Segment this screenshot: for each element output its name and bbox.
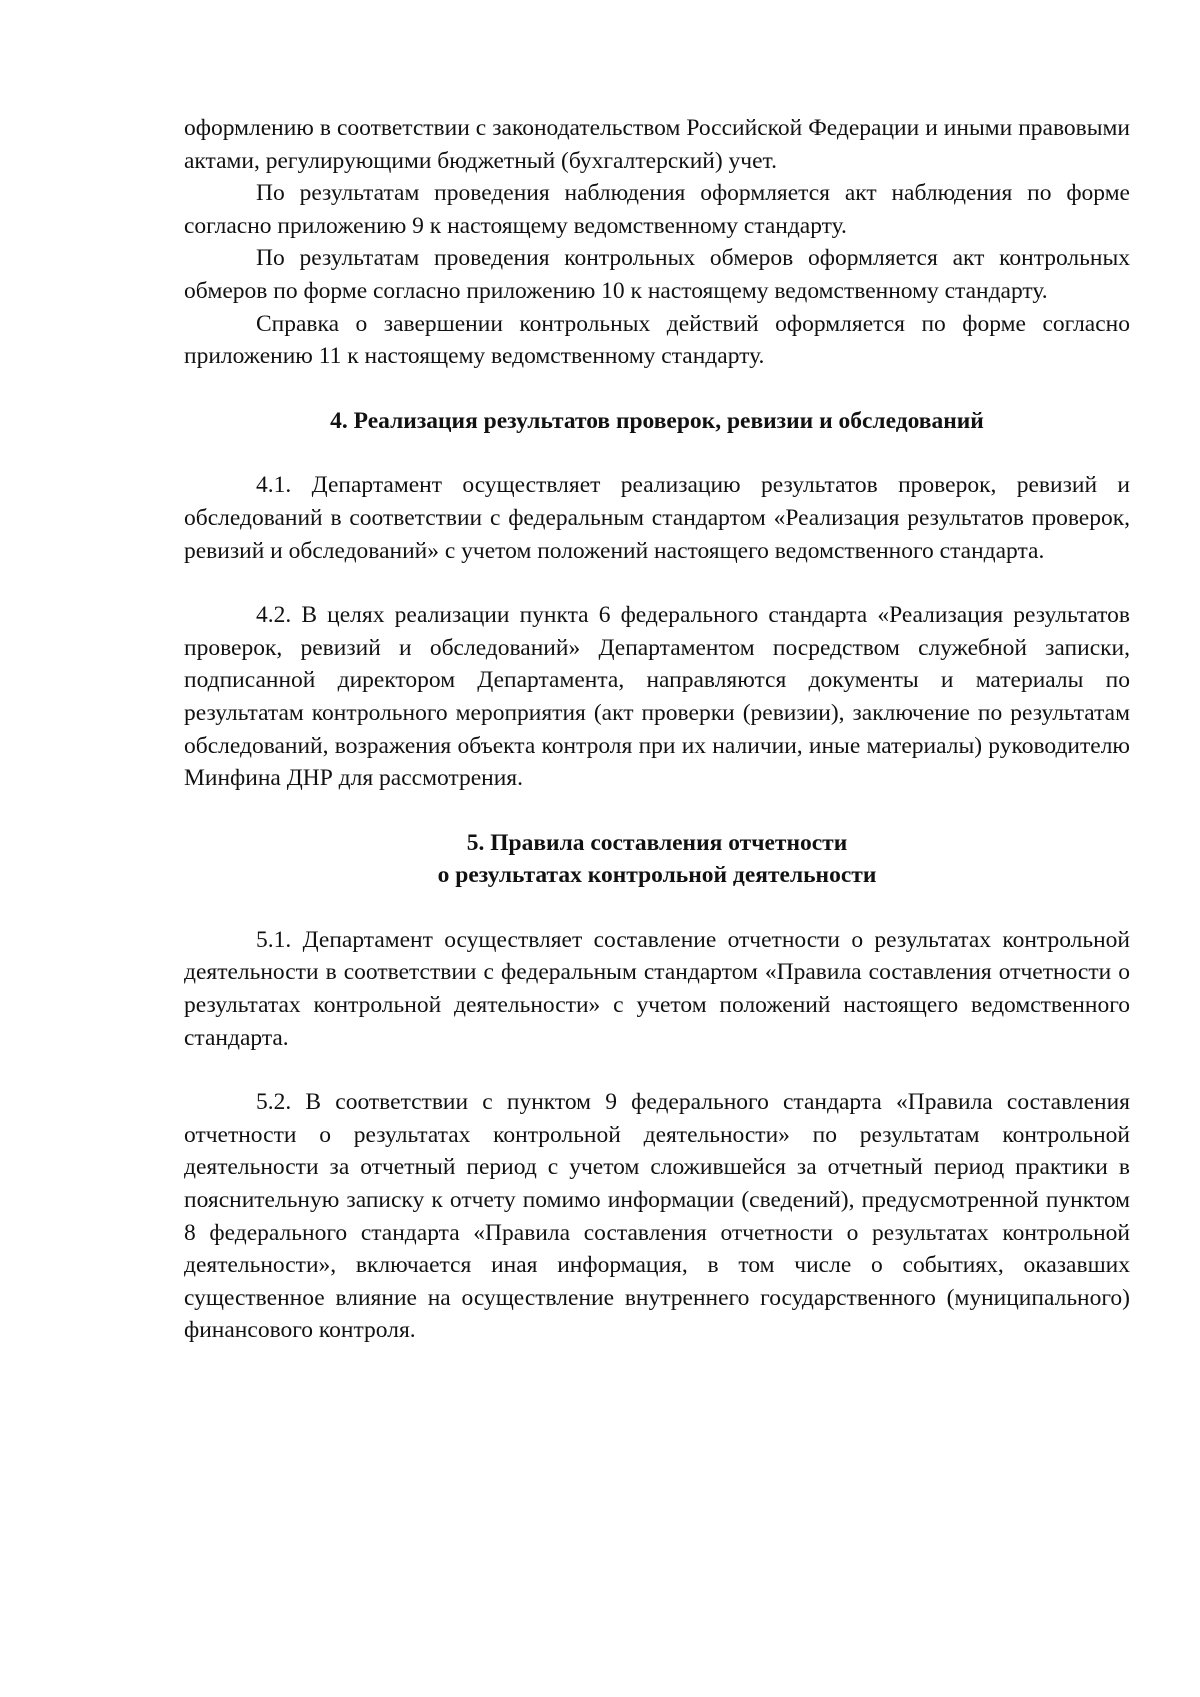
paragraph-section3-continuation: оформлению в соответствии с законодательством Российской Федерации и иными правовыми актами, регулирующими бюджетный (бухгалтерский) учет. — [184, 115, 1130, 174]
paragraph-measurement-act: По результатам проведения контрольных обмеров оформляется акт контрольных обмеров по форме согласно приложению 10 к настоящему ведомственному стандарту. — [184, 245, 1130, 304]
section-5-heading-line-1: 5. Правила составления отчетности — [466, 829, 848, 856]
section-5-heading-line-2: о результатах контрольной деятельности — [437, 862, 877, 889]
paragraph-5-1: 5.1. Департамент осуществляет составление отчетности о результатах контрольной деятельности в соответствии с федеральным стандартом «Правила составления отчетности о результатах контрольной деятельности» с учетом положений настоящего ведомственного стандарта. — [184, 926, 1130, 1051]
section-5-heading — [184, 827, 1130, 892]
paragraph-5-2: 5.2. В соответствии с пунктом 9 федерального стандарта «Правила составления отчетности о результатах контрольной деятельности» по результатам контрольной деятельности за отчетный период с учетом сложившейся за отчетный период практики в пояснительную записку к отчету помимо информации (сведений), предусмотренной пунктом 8 федерального стандарта «Правила составления отчетности о результатах контрольной деятельности», включается иная информация, в том числе о событиях, оказавших существенное влияние на осуществление внутреннего государственного (муниципального) финансового контроля. — [184, 1089, 1130, 1344]
section-4-heading: 4. Реализация результатов проверок, ревизии и обследований — [330, 407, 984, 434]
paragraph-completion-certificate: Справка о завершении контрольных действий оформляется по форме согласно приложению 11 к настоящему ведомственному стандарту. — [184, 310, 1130, 370]
paragraph-4-2: 4.2. В целях реализации пункта 6 федерального стандарта «Реализация результатов проверок, ревизий и обследований» Департаментом посредством служебной записки, подписанной директором Департамента, направляются документы и материалы по результатам контрольного мероприятия (акт проверки (ревизии), заключение по результатам обследований, возражения объекта контроля при их наличии, иные материалы) руководителю Минфина ДНР для рассмотрения. — [184, 602, 1130, 792]
paragraph-observation-act: По результатам проведения наблюдения оформляется акт наблюдения по форме согласно приложению 9 к настоящему ведомственному стандарту. — [184, 180, 1130, 239]
paragraph-4-1: 4.1. Департамент осуществляет реализацию результатов проверок, ревизий и обследований в соответствии с федеральным стандартом «Реализация результатов проверок, ревизий и обследований» с учетом положений настоящего ведомственного стандарта. — [184, 472, 1130, 564]
document-page — [184, 112, 1130, 1347]
